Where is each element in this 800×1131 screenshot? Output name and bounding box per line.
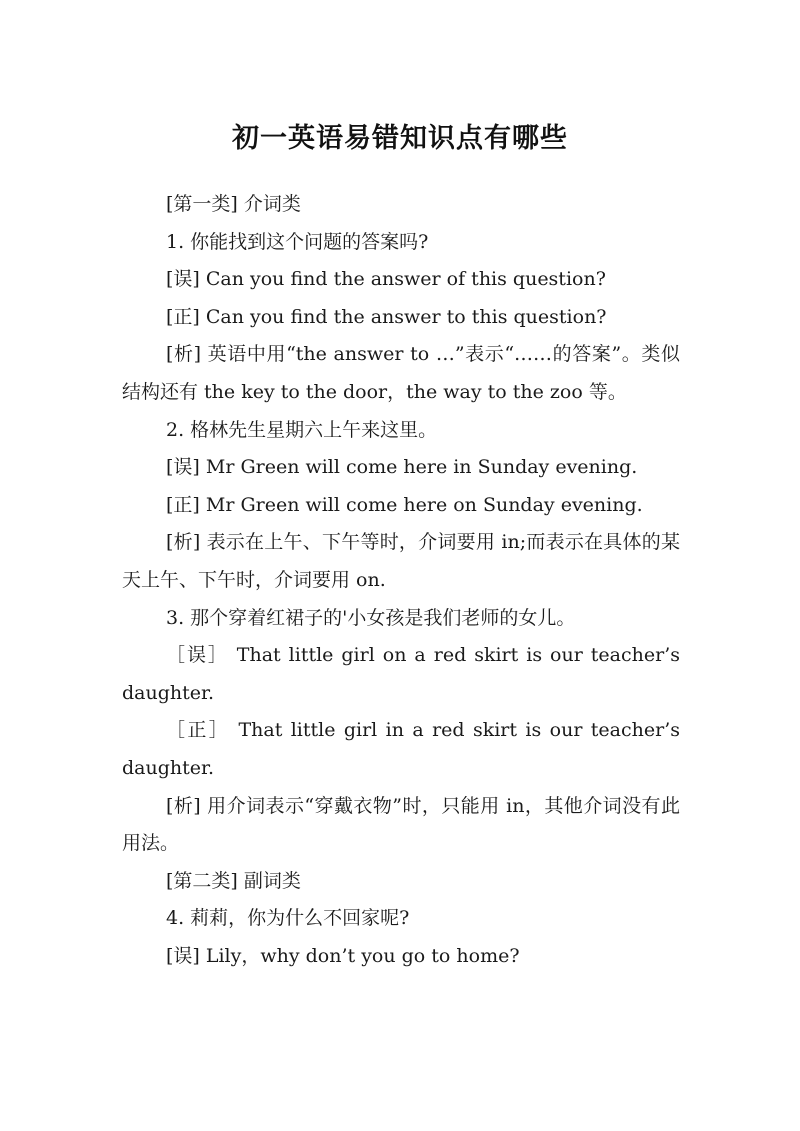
document-title: 初一英语易错知识点有哪些 bbox=[232, 123, 568, 155]
example-sentence: 3. 那个穿着红裙子的'小女孩是我们老师的女儿。 bbox=[166, 606, 576, 629]
analysis-paragraph: [析] 英语中用“the answer to …”表示“……的答案”。类似结构还有 the key to the door，the way to the zoo 等。 bbox=[122, 343, 680, 403]
wrong-example: [误] Mr Green will come here in Sunday evening. bbox=[166, 456, 638, 479]
example-sentence: 2. 格林先生星期六上午来这里。 bbox=[166, 418, 438, 441]
document-body bbox=[122, 186, 680, 975]
wrong-example: ［误］ That little girl on a red skirt is our teacher’s daughter. bbox=[122, 644, 680, 704]
correct-example: ［正］ That little girl in a red skirt is our teacher’s daughter. bbox=[122, 719, 680, 779]
analysis-paragraph: [析] 表示在上午、下午等时，介词要用 in;而表示在具体的某天上午、下午时，介词要用 on. bbox=[122, 531, 680, 591]
example-sentence: 4. 莉莉，你为什么不回家呢? bbox=[166, 907, 410, 930]
wrong-example: [误] Can you find the answer of this question? bbox=[166, 268, 606, 291]
correct-example: [正] Mr Green will come here on Sunday evening. bbox=[166, 493, 643, 516]
section-heading: [第二类] 副词类 bbox=[166, 869, 301, 892]
wrong-example: [误] Lily，why don’t you go to home? bbox=[166, 944, 520, 967]
analysis-paragraph: [析] 用介词表示“穿戴衣物”时，只能用 in，其他介词没有此用法。 bbox=[122, 794, 680, 855]
example-sentence: 1. 你能找到这个问题的答案吗? bbox=[166, 230, 429, 253]
section-heading: [第一类] 介词类 bbox=[166, 193, 301, 215]
correct-example: [正] Can you find the answer to this question? bbox=[166, 305, 607, 328]
